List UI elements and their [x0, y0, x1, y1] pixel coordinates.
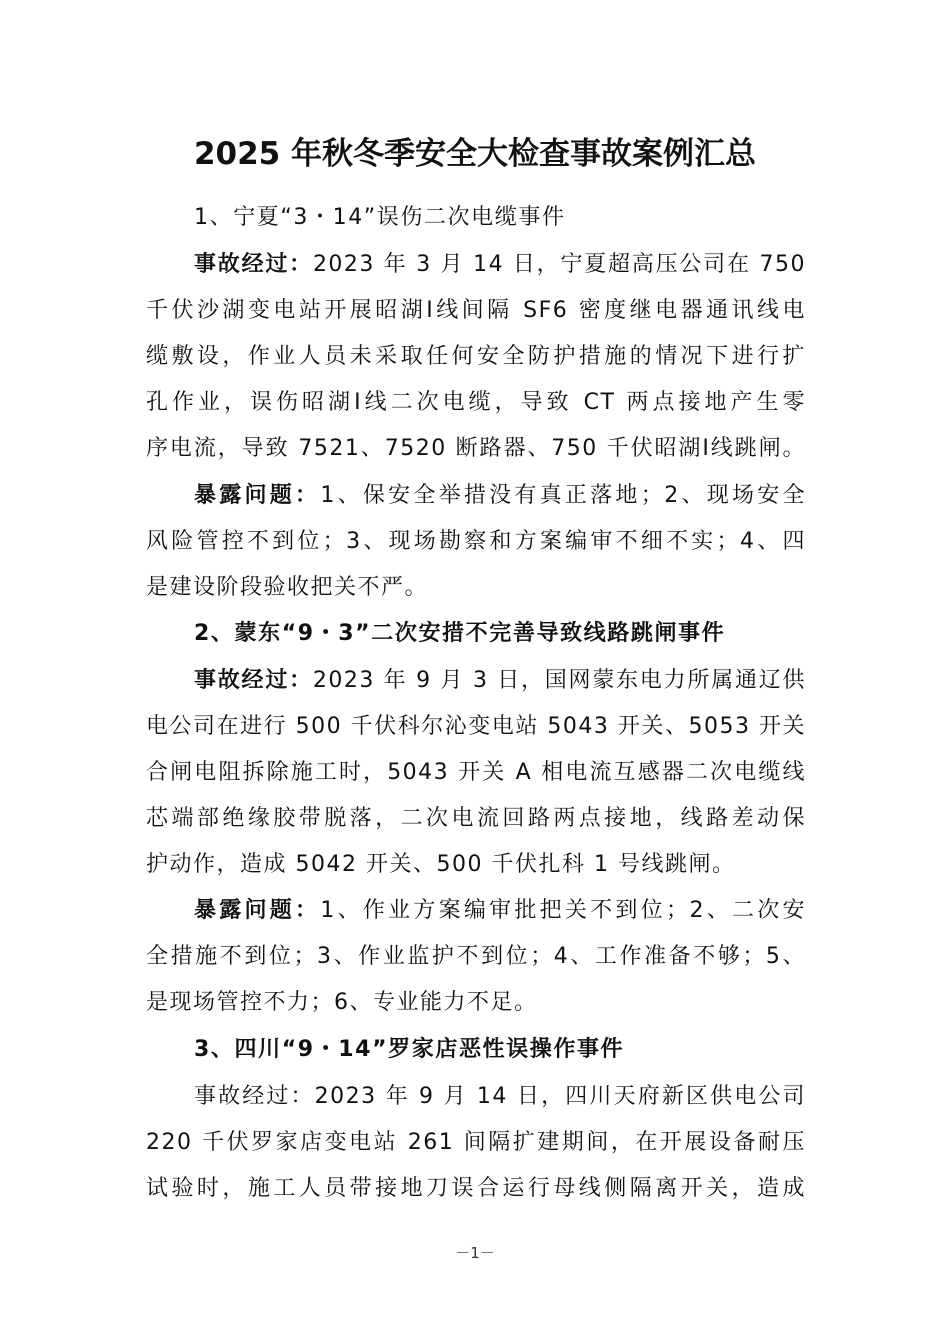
paragraph-line: 护动作，造成 5042 开关、500 千伏扎科 1 号线跳闸。 [146, 852, 736, 877]
issues-label: 暴露问题： [194, 898, 321, 923]
paragraph-line: 事故经过：2023 年 9 月 14 日，四川天府新区供电公司 [194, 1084, 806, 1109]
paragraph-line: 试验时，施工人员带接地刀误合运行母线侧隔离开关，造成 [146, 1176, 806, 1201]
paragraph-line: 是现场管控不力；6、专业能力不足。 [146, 990, 538, 1015]
process-label: 事故经过： [194, 252, 313, 277]
paragraph-line: 序电流，导致 7521、7520 断路器、750 千伏昭湖Ⅰ线跳闸。 [146, 436, 806, 461]
paragraph-line: 千伏沙湖变电站开展昭湖Ⅰ线间隔 SF6 密度继电器通讯线电 [146, 298, 806, 323]
paragraph-line: 事故经过：2023 年 3 月 14 日，宁夏超高压公司在 750 [194, 252, 806, 277]
paragraph-line: 是建设阶段验收把关不严。 [146, 575, 429, 600]
issues-label: 暴露问题： [194, 483, 321, 508]
process-label: 事故经过： [194, 1084, 315, 1109]
paragraph-line: 暴露问题：1、作业方案编审批把关不到位；2、二次安 [194, 898, 806, 923]
paragraph-line: 缆敷设，作业人员未采取任何安全防护措施的情况下进行扩 [146, 344, 806, 369]
section-heading-2: 2、蒙东“9・3”二次安措不完善导致线路跳闸事件 [194, 621, 726, 646]
document-title: 2025 年秋冬季安全大检查事故案例汇总 [193, 136, 757, 172]
paragraph-line: 芯端部绝缘胶带脱落，二次电流回路两点接地，线路差动保 [146, 806, 806, 831]
paragraph-line: 孔作业，误伤昭湖Ⅰ线二次电缆，导致 CT 两点接地产生零 [146, 390, 806, 415]
paragraph-line: 合闸电阻拆除施工时，5043 开关 A 相电流互感器二次电缆线 [146, 760, 806, 785]
paragraph-line: 220 千伏罗家店变电站 261 间隔扩建期间，在开展设备耐压 [146, 1130, 806, 1155]
process-label: 事故经过： [194, 668, 313, 693]
paragraph-line: 事故经过：2023 年 9 月 3 日，国网蒙东电力所属通辽供 [194, 668, 806, 693]
paragraph-line: 暴露问题：1、保安全举措没有真正落地；2、现场安全 [194, 483, 806, 508]
page-number: －1－ [455, 1244, 495, 1262]
section-heading-1: 1、宁夏“3・14”误伤二次电缆事件 [194, 205, 566, 230]
paragraph-line: 全措施不到位；3、作业监护不到位；4、工作准备不够；5、 [146, 944, 806, 969]
section-heading-3: 3、四川“9・14”罗家店恶性误操作事件 [194, 1037, 625, 1062]
paragraph-line: 电公司在进行 500 千伏科尔沁变电站 5043 开关、5053 开关 [146, 714, 806, 739]
paragraph-line: 风险管控不到位；3、现场勘察和方案编审不细不实；4、四 [146, 529, 806, 554]
